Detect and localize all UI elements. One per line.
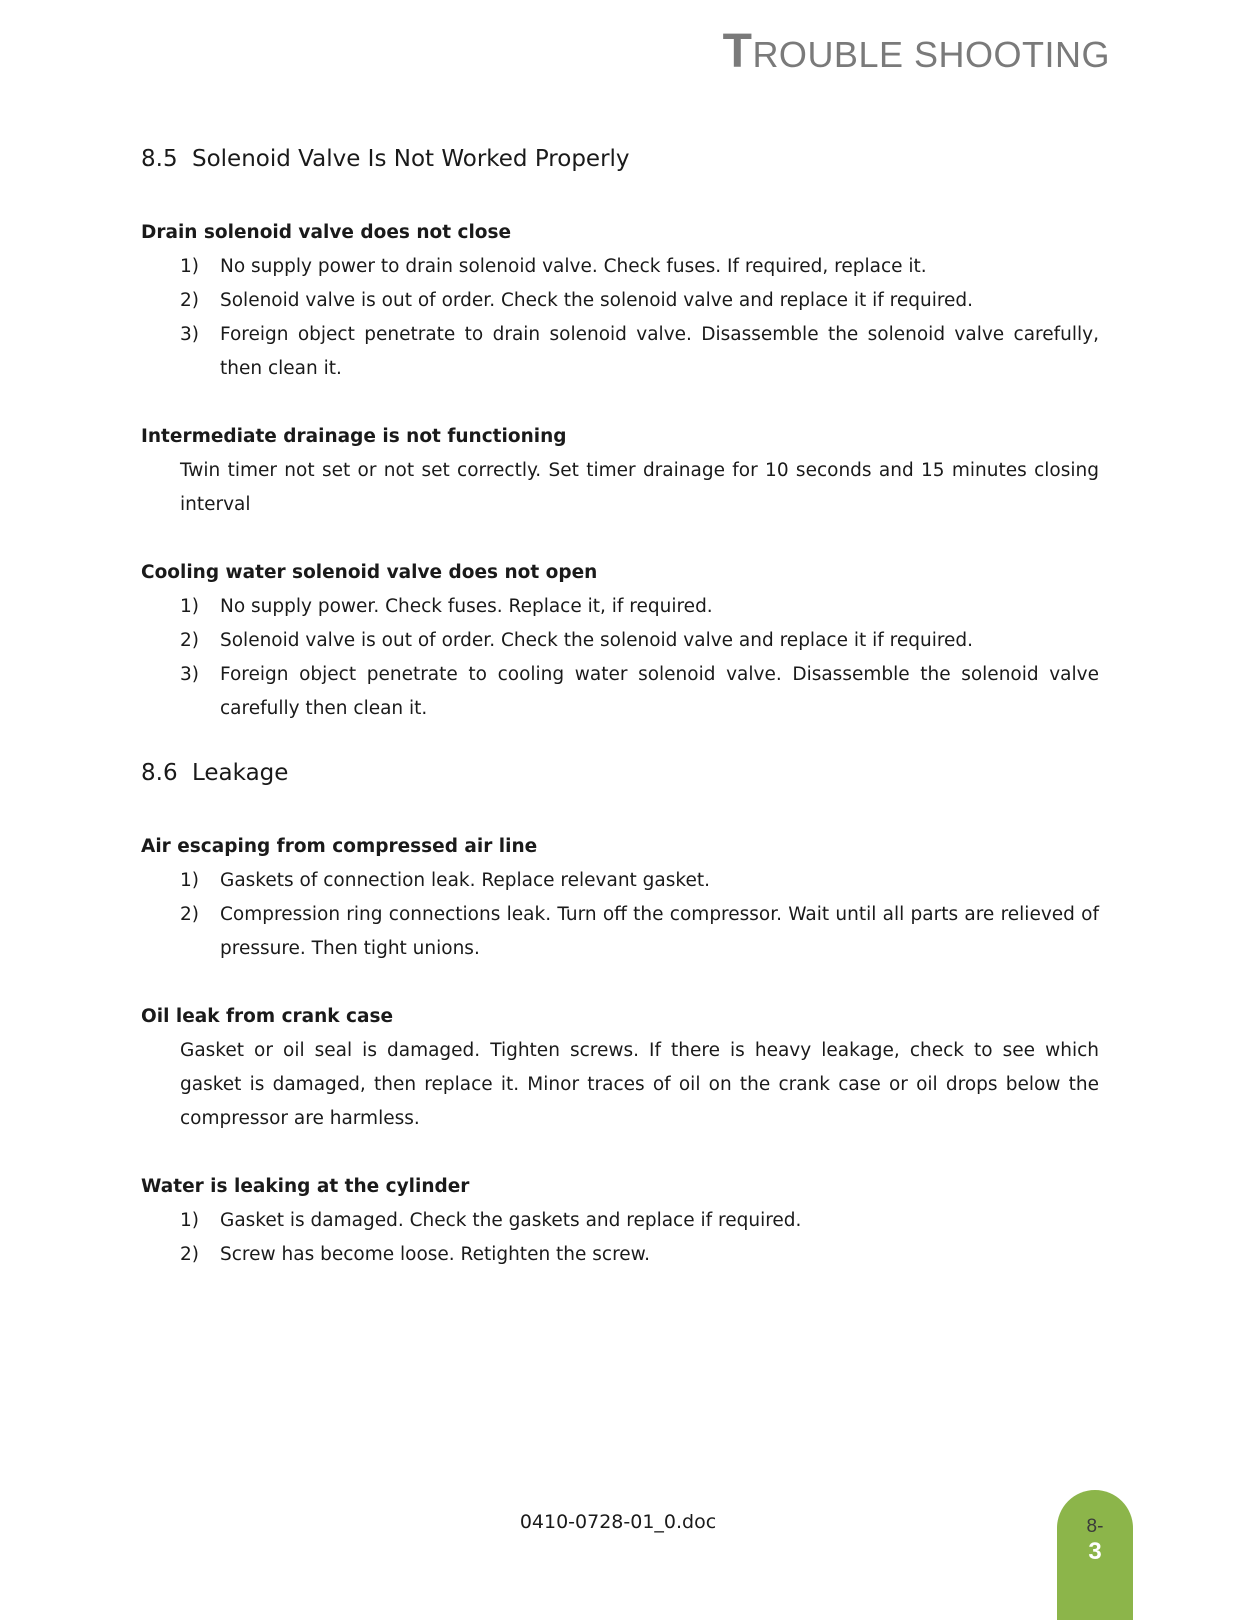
section-number: 8.5 (141, 146, 178, 172)
item-number: 3) (180, 664, 199, 685)
list-item (141, 864, 1099, 898)
section-number: 8.6 (141, 760, 178, 786)
page-header-title (723, 24, 1110, 79)
page-number: 3 (1088, 1538, 1102, 1565)
item-text: Solenoid valve is out of order. Check the solenoid valve and replace it if required. (220, 630, 974, 651)
subsection-water-leak (141, 1170, 1099, 1272)
item-text: Gasket is damaged. Check the gaskets and replace if required. (220, 1210, 802, 1231)
item-text: No supply power to drain solenoid valve. Check fuses. If required, replace it. (220, 256, 927, 277)
item-number: 2) (180, 1244, 199, 1265)
item-text: Gaskets of connection leak. Replace relevant gasket. (220, 870, 710, 891)
section-title (141, 760, 1099, 786)
list-item (141, 250, 1099, 284)
section-title-text: Leakage (192, 760, 289, 786)
section-title (141, 146, 1099, 172)
footer-document-name: 0410-0728-01_0.doc (519, 1511, 717, 1533)
header-first-letter: T (722, 25, 753, 78)
document-body (141, 146, 1099, 1306)
item-number: 2) (180, 630, 199, 651)
subsection-heading: Cooling water solenoid valve does not open (141, 562, 598, 583)
item-text: Foreign object penetrate to cooling water solenoid valve. Disassemble the solenoid valve carefully then clean it. (220, 664, 1099, 719)
item-number: 1) (180, 870, 199, 891)
subsection-cooling-water-valve (141, 556, 1099, 726)
item-number: 1) (180, 1210, 199, 1231)
subsection-oil-leak (141, 1000, 1099, 1136)
header-rest: ROUBLE SHOOTING (752, 34, 1110, 75)
list-item (141, 898, 1099, 966)
list-item (141, 284, 1099, 318)
item-number: 1) (180, 596, 199, 617)
item-text: Foreign object penetrate to drain solenoid valve. Disassemble the solenoid valve carefully, then clean it. (220, 324, 1099, 379)
list-item (141, 658, 1099, 726)
item-number: 1) (180, 256, 199, 277)
numbered-list (141, 864, 1099, 966)
subsection-heading: Water is leaking at the cylinder (141, 1176, 470, 1197)
section-8-5 (141, 146, 1099, 726)
subsection-heading: Drain solenoid valve does not close (141, 222, 512, 243)
subsection-heading: Air escaping from compressed air line (141, 836, 538, 857)
item-text: Screw has become loose. Retighten the screw. (220, 1244, 650, 1265)
list-item (141, 1238, 1099, 1272)
list-item (141, 1204, 1099, 1238)
numbered-list (141, 250, 1099, 386)
item-text: Compression ring connections leak. Turn off the compressor. Wait until all parts are relieved of pressure. Then tight unions. (220, 904, 1099, 959)
page-number-tab (1057, 1490, 1133, 1620)
page-number-label (1057, 1516, 1133, 1566)
list-item (141, 590, 1099, 624)
subsection-intermediate-drainage (141, 420, 1099, 522)
item-text: Solenoid valve is out of order. Check the solenoid valve and replace it if required. (220, 290, 974, 311)
item-text: No supply power. Check fuses. Replace it, if required. (220, 596, 713, 617)
item-number: 2) (180, 904, 199, 925)
item-number: 3) (180, 324, 199, 345)
subsection-paragraph: Gasket or oil seal is damaged. Tighten screws. If there is heavy leakage, check to see which gasket is damaged, then replace it. Minor traces of oil on the crank case or oil drops below the compressor are harmless. (180, 1040, 1099, 1129)
list-item (141, 624, 1099, 658)
section-title-text: Solenoid Valve Is Not Worked Properly (192, 146, 630, 172)
numbered-list (141, 1204, 1099, 1272)
subsection-heading: Oil leak from crank case (141, 1006, 394, 1027)
list-item (141, 318, 1099, 386)
subsection-drain-valve (141, 216, 1099, 386)
subsection-paragraph: Twin timer not set or not set correctly. Set timer drainage for 10 seconds and 15 minutes closing interval (180, 460, 1099, 515)
section-8-6 (141, 760, 1099, 1272)
numbered-list (141, 590, 1099, 726)
item-number: 2) (180, 290, 199, 311)
page-chapter: 8- (1086, 1516, 1104, 1537)
subsection-heading: Intermediate drainage is not functioning (141, 426, 567, 447)
subsection-air-escaping (141, 830, 1099, 966)
